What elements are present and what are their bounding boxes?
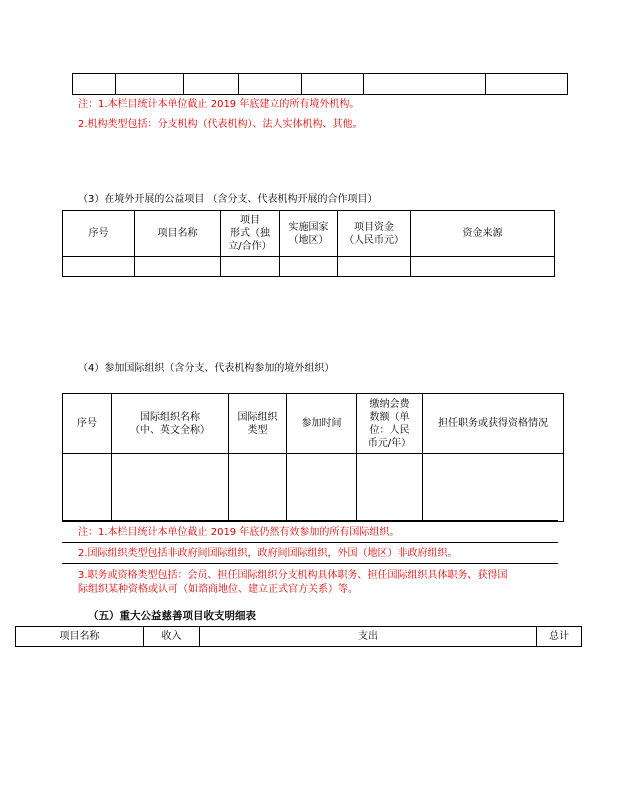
table-cell [423, 454, 564, 522]
header-cell-org-type: 国际组织 类型 [229, 394, 287, 454]
charity-projects-table [15, 626, 582, 647]
header-cell-org-name: 国际组织名称 （中、英文全称） [112, 394, 229, 454]
table-header-row [16, 627, 582, 647]
table-cell [63, 454, 112, 522]
table-cell [338, 257, 411, 277]
header-cell-index: 序号 [63, 394, 112, 454]
table-cell [112, 454, 229, 522]
divider [62, 563, 558, 564]
table-cell [116, 74, 184, 95]
header-cell-country: 实施国家 （地区） [280, 211, 338, 257]
header-cell-index: 序号 [63, 211, 135, 257]
table-row [63, 454, 564, 522]
table-cell [411, 257, 555, 277]
overseas-institutions-table-tail [72, 73, 568, 95]
table-cell [63, 257, 135, 277]
table1-note-1: 注：1.本栏目统计本单位截止 2019 年底建立的所有境外机构。 [78, 99, 360, 110]
table-header-row [63, 394, 564, 454]
header-cell-funds: 项目资金 （人民币元） [338, 211, 411, 257]
section4-note-1: 注：1.本栏目统计本单位截止 2019 年底仍然有效参加的所有国际组织。 [78, 527, 400, 538]
table-header-row [63, 211, 555, 257]
table-cell [221, 257, 280, 277]
table-cell [302, 74, 364, 95]
table-cell [280, 257, 338, 277]
table-cell [357, 454, 423, 522]
table-cell [229, 454, 287, 522]
header-cell-income: 收入 [144, 627, 200, 647]
table-cell [486, 74, 568, 95]
header-cell-positions: 担任职务或获得资格情况 [423, 394, 564, 454]
header-cell-project-form: 项目 形式（独 立/合作） [221, 211, 280, 257]
overseas-projects-table [62, 210, 555, 277]
table1-note-2: 2.机构类型包括：分支机构（代表机构）、法人实体机构、其他。 [78, 119, 363, 130]
header-cell-join-time: 参加时间 [287, 394, 357, 454]
section4-note-4: 际组织某种资格或认可（如谘商地位、建立正式官方关系）等。 [78, 584, 358, 595]
header-cell-project-name: 项目名称 [16, 627, 144, 647]
section4-note-3: 3.职务或资格类型包括：会员、担任国际组织分支机构具体职务、担任国际组织具体职务、获得国 [78, 570, 508, 581]
header-cell-expense: 支出 [200, 627, 537, 647]
header-cell-project-name: 项目名称 [135, 211, 221, 257]
header-cell-fees: 缴纳会费 数额（单 位：人民 币元/年） [357, 394, 423, 454]
table-cell [239, 74, 302, 95]
table-cell [184, 74, 239, 95]
section4-heading: （4）参加国际组织（含分支、代表机构参加的境外组织） [78, 363, 335, 374]
section3-heading: （3）在境外开展的公益项目 （含分支、代表机构开展的合作项目） [78, 194, 378, 205]
table-cell [73, 74, 116, 95]
divider [62, 520, 558, 521]
section4-note-2: 2.国际组织类型包括非政府间国际组织，政府间国际组织，外国（地区）非政府组织。 [78, 548, 458, 559]
section5-heading: （五）重大公益慈善项目收支明细表 [88, 610, 256, 622]
table-row [63, 257, 555, 277]
divider [62, 542, 558, 543]
table-row [73, 74, 568, 95]
header-cell-fund-source: 资金来源 [411, 211, 555, 257]
header-cell-total: 总计 [537, 627, 582, 647]
international-orgs-table [62, 393, 564, 522]
table-cell [135, 257, 221, 277]
table-cell [287, 454, 357, 522]
table-cell [364, 74, 486, 95]
